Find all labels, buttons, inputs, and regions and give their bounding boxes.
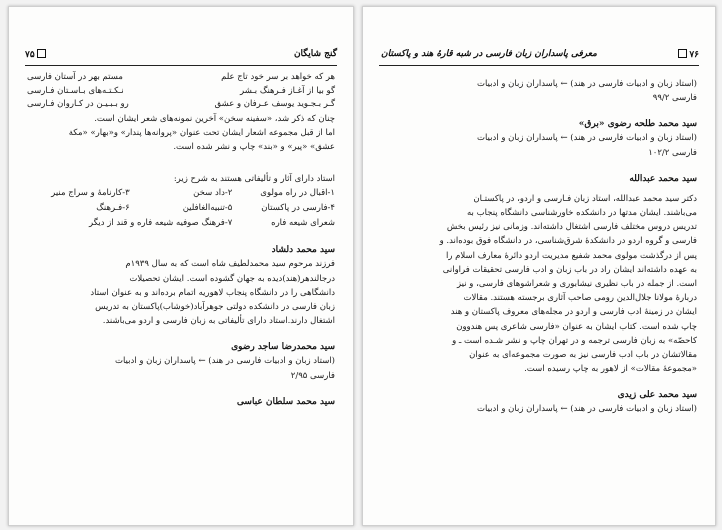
entry-heading: سید محمد دلشاد — [271, 245, 335, 256]
poem-verse: گـر بـجـوید یوسف عـرفان و عشق رو بـبـیـن در کـاروان فـارسی — [27, 99, 335, 109]
entry-text: فرزند مرحوم سید محمدلطیف شاه است که به سال ۱۹۳۹م درجالندهر(هند)دیده به جهان گشوده است. ایشان تحصیلات دانشگاهی را در دانشگاه پنجاب لاهوریه اتمام برده‌اند و به عنوان استاد زبان فارسی در دانشکده دولتی جوهرآباد(خوشاب)پاکستان به تدریس اشتغال دارند.استاد دارای تألیفاتی به زبان فارسی و اردو می‌باشند. — [90, 259, 335, 327]
poem-verse: هر که خواهد بر سر خود تاج علم مستم بهر در آستان فارسی — [27, 72, 335, 82]
entry-heading: سید محمد سلطان عباسی — [236, 396, 335, 407]
entry-text: (استاد زبان و ادبیات فارسی در هند) ← پاسداران زبان و ادبیات فارسی ۱۰۲/۲ — [476, 133, 697, 158]
page-body — [381, 71, 697, 417]
works-row: ۱-اقبال در راه مولوی ۲-داد سخن ۳-کارنامهٔ و سراج منیر — [51, 188, 335, 199]
works-row: شعرای شیعه فاره ۷-فرهنگ صوفیه شیعه فاره و قند از دیگر — [89, 218, 335, 229]
entry-text: (استاد زبان و ادبیات فارسی در هند) ← پاسداران زبان و ادبیات فارسی ۹۹/۲ — [476, 79, 697, 104]
running-head: گنج شایگان — [293, 49, 337, 59]
poem-verse: گو بیا از آغـاز فـرهنگ بـشر نـکـتـه‌های بـاسـتان فـارسی — [27, 85, 335, 96]
entry-text: (استاد زبان و ادبیات فارسی در هند) ← پاسداران زبان و ادبیات فارسی ۲/۹۵ — [114, 356, 335, 381]
running-head: معرفی پاسداران زبان فارسی در شبه قارهٔ هند و پاکستان — [381, 49, 597, 59]
paragraph: چنان که ذکر شد، «سفینه سخن» آخرین نمونه‌های شعر ایشان است. اما از قبل مجموعه اشعار ایشان تحت عنوان «پروانه‌ها پندار» و«بهار» «مکة عشق» «پیر» و «بند» چاپ و نشر شده است. — [68, 113, 335, 152]
entry-heading: سید محمد علی زیدی — [617, 390, 697, 401]
page-number: ۷۶ — [676, 49, 699, 60]
entry-heading: سید محمدرضا ساجد رضوی — [231, 342, 335, 353]
works-row: ۴-فارسی در پاکستان ۵-تنبیه‌الغافلین ۶-فـرهنگ — [96, 203, 335, 214]
page-marker-icon — [37, 49, 46, 58]
right-page — [362, 6, 716, 526]
page-number: ۷۵ — [25, 49, 48, 60]
entry-heading: سید محمد عبدالله — [629, 173, 697, 184]
works-intro: استاد دارای آثار و تألیفاتی هستند به شرح زیر: — [173, 174, 335, 185]
page-marker-icon — [678, 49, 687, 58]
entry-text: (استاد زبان و ادبیات فارسی در هند) ← پاسداران زبان و ادبیات — [476, 404, 697, 415]
entry-text: دکتر سید محمد عبدالله، استاد زبان فـارسی و اردو، در پاکستـان می‌باشند. ایشان مدتها در دانشکده خاورشناسی دانشگاه پنجاب به تدریس دروس مختلف فارسی اشتغال داشته‌اند. وزمانی نیز رئیس بخش فارسی و گروه اردو در دانشکدهٔ شرق‌شناسی، در دانشگاه فوق بوده‌اند. و پس از درگذشت مولوی محمد شفیع مدیریت اردو دائرهٔ معارف اسلام را به عهده داشته‌اند ایشان راد در باب زبان و ادب فارسی تحقیقات فراوانی است. از جمله در باب نظیری نیشابوری و شعراشوهای فارسی، و نیز دربارهٔ مولانا جلال‌الدین رومی صاحب آثاری برجسته هستند. مقالات ایشان در زمینهٔ ادب فارسی و اردو در مجله‌های معروف پاکستان و هند چاپ شده است. کتاب ایشان به عنوان «فارسی شاعری پس هندوون کاحصّه» به زبان فارسی ترجمه و در تهران چاپ و نشر شـده است ـ و مقالاتشان در باب ادب فارسی نیز به صورت مجموعه‌ای به عنوان «مجموعهٔ مقالات» از لاهور به چاپ رسیده است. — [439, 193, 697, 375]
page-header — [25, 49, 337, 66]
entry-heading: سید محمد طلحه رضوی «برق» — [578, 119, 697, 130]
left-page — [8, 6, 354, 526]
page-header — [379, 49, 699, 66]
works-list — [27, 186, 335, 231]
page-body — [27, 71, 335, 409]
poem — [27, 71, 335, 112]
